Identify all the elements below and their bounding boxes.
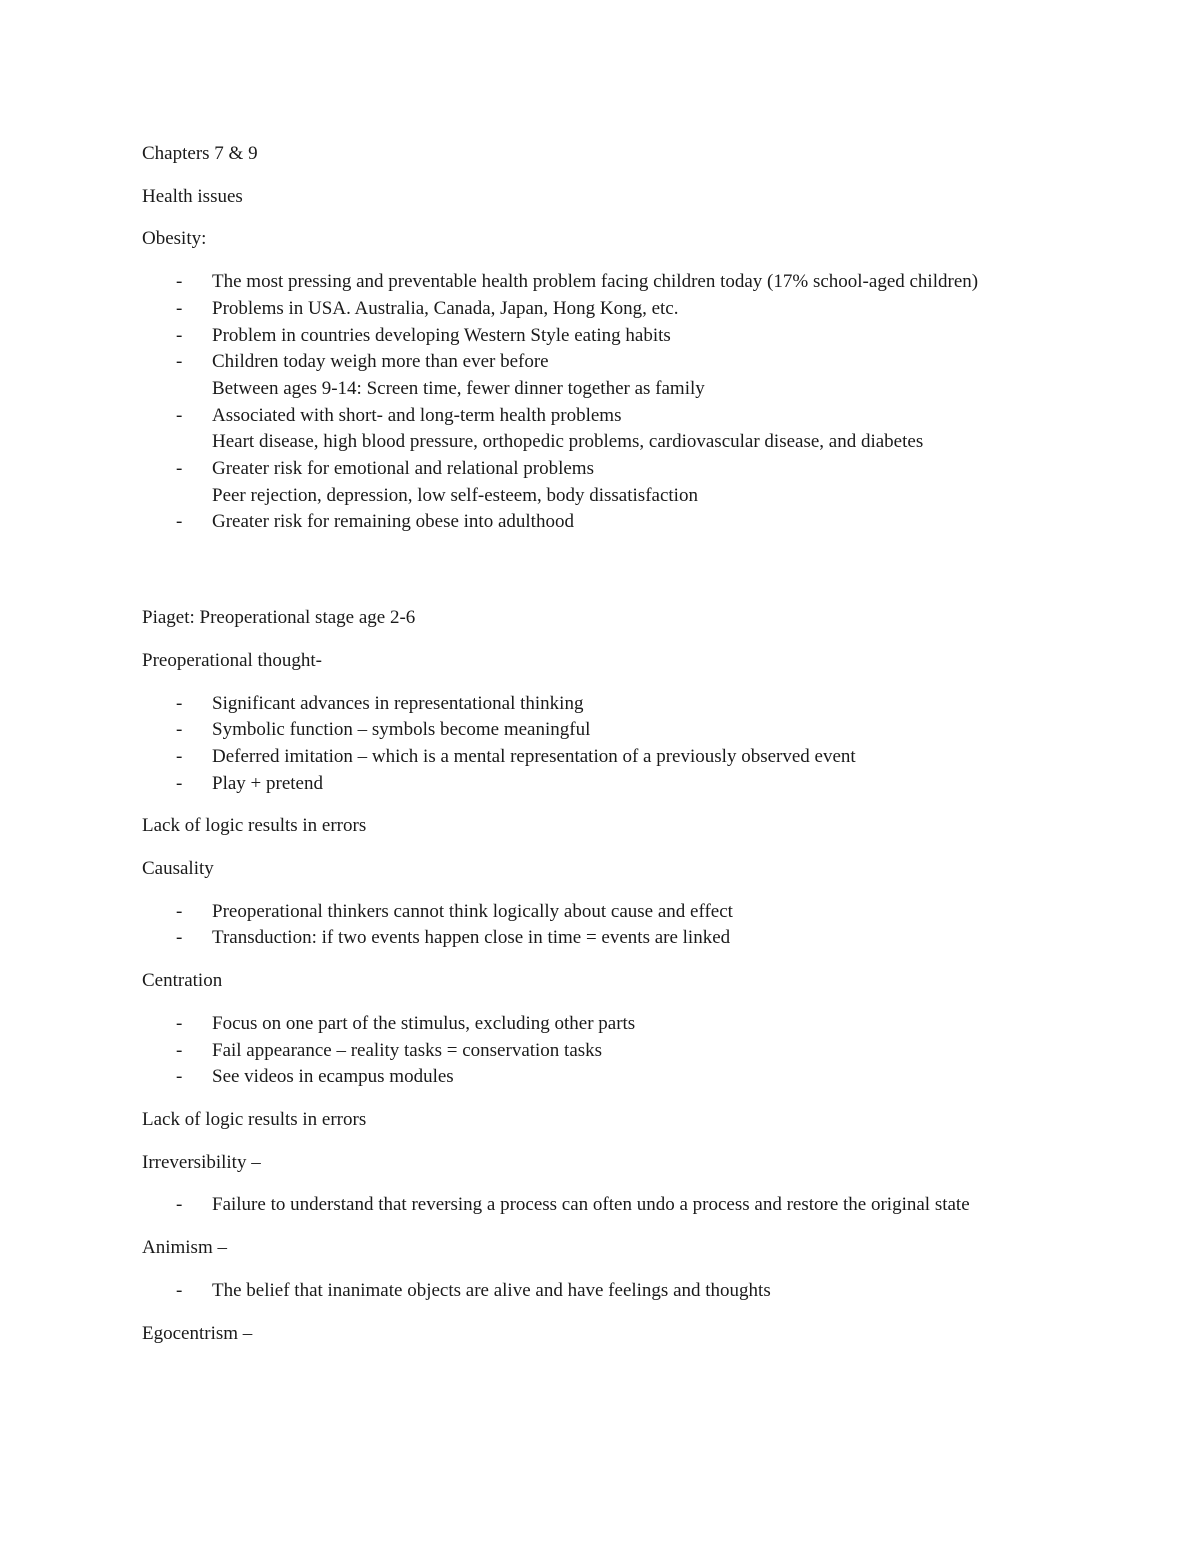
list-item: [142, 296, 1042, 323]
lack-of-logic-text: Lack of logic results in errors: [142, 815, 367, 837]
list-item: [142, 717, 1042, 744]
heading-piaget: Piaget: Preoperational stage age 2-6: [142, 607, 416, 629]
list-item-text: Failure to understand that reversing a process can often undo a process and restore the original state: [212, 1194, 970, 1216]
dash-bullet: -: [176, 1066, 183, 1088]
causality-list: [142, 899, 1042, 952]
list-item-text: Symbolic function – symbols become meaningful: [212, 719, 591, 741]
heading-obesity: Obesity:: [142, 228, 207, 250]
list-item-text: Fail appearance – reality tasks = conservation tasks: [212, 1039, 603, 1061]
list-item-continuation: [142, 376, 1042, 403]
list-item: [142, 1038, 1042, 1065]
dash-bullet: -: [176, 324, 183, 346]
list-item: [142, 509, 1042, 536]
dash-bullet: -: [176, 1279, 183, 1301]
dash-bullet: -: [176, 745, 183, 767]
dash-bullet: -: [176, 271, 183, 293]
list-item: [142, 1192, 1042, 1219]
list-item: [142, 691, 1042, 718]
list-item: [142, 456, 1042, 483]
list-item: [142, 925, 1042, 952]
dash-bullet: -: [176, 1012, 183, 1034]
dash-bullet: -: [176, 900, 183, 922]
list-item: [142, 403, 1042, 430]
list-item-text: Preoperational thinkers cannot think logically about cause and effect: [212, 900, 733, 922]
list-item-text: Heart disease, high blood pressure, orthopedic problems, cardiovascular disease, and diabetes: [212, 431, 924, 453]
list-item: [142, 744, 1042, 771]
irreversibility-list: [142, 1192, 1042, 1219]
list-item-text: Between ages 9-14: Screen time, fewer dinner together as family: [212, 377, 705, 399]
list-item-text: Transduction: if two events happen close in time = events are linked: [212, 927, 731, 949]
heading-centration: Centration: [142, 970, 223, 992]
list-item: [142, 899, 1042, 926]
list-item: [142, 269, 1042, 296]
dash-bullet: -: [176, 511, 183, 533]
document-body: [142, 141, 1042, 1363]
list-item: [142, 349, 1042, 376]
dash-bullet: -: [176, 772, 183, 794]
list-item-text: Problems in USA. Australia, Canada, Japan, Hong Kong, etc.: [212, 297, 679, 319]
list-item-text: See videos in ecampus modules: [212, 1066, 454, 1088]
list-item: [142, 771, 1042, 798]
dash-bullet: -: [176, 351, 183, 373]
heading-irreversibility: Irreversibility –: [142, 1151, 261, 1173]
lack-of-logic-text: Lack of logic results in errors: [142, 1108, 367, 1130]
list-item-continuation: [142, 483, 1042, 510]
dash-bullet: -: [176, 927, 183, 949]
dash-bullet: -: [176, 458, 183, 480]
section-heading-health-issues: Health issues: [142, 185, 243, 207]
heading-animism: Animism –: [142, 1237, 227, 1259]
list-item-text: The most pressing and preventable health problem facing children today (17% school-aged children): [212, 271, 979, 293]
dash-bullet: -: [176, 404, 183, 426]
list-item-text: Deferred imitation – which is a mental representation of a previously observed event: [212, 745, 856, 767]
list-item: [142, 323, 1042, 350]
document-title: Chapters 7 & 9: [142, 143, 258, 164]
dash-bullet: -: [176, 1039, 183, 1061]
list-item: [142, 1011, 1042, 1038]
list-item-text: Children today weigh more than ever before: [212, 351, 549, 373]
obesity-list: [142, 269, 1042, 536]
section-spacer: [142, 552, 1042, 605]
preoperational-list: [142, 691, 1042, 798]
list-item-text: Significant advances in representational thinking: [212, 692, 584, 714]
list-item-text: Play + pretend: [212, 772, 323, 794]
dash-bullet: -: [176, 719, 183, 741]
animism-list: [142, 1278, 1042, 1305]
list-item: [142, 1064, 1042, 1091]
list-item-text: Problem in countries developing Western Style eating habits: [212, 324, 671, 346]
dash-bullet: -: [176, 297, 183, 319]
list-item-text: Peer rejection, depression, low self-esteem, body dissatisfaction: [212, 484, 698, 506]
list-item: [142, 1278, 1042, 1305]
heading-egocentrism: Egocentrism –: [142, 1322, 253, 1344]
list-item-text: Focus on one part of the stimulus, excluding other parts: [212, 1012, 636, 1034]
list-item-continuation: [142, 429, 1042, 456]
list-item-text: Greater risk for remaining obese into adulthood: [212, 511, 574, 533]
list-item-text: Greater risk for emotional and relational problems: [212, 458, 594, 480]
dash-bullet: -: [176, 1194, 183, 1216]
centration-list: [142, 1011, 1042, 1091]
dash-bullet: -: [176, 692, 183, 714]
heading-causality: Causality: [142, 858, 214, 880]
list-item-text: The belief that inanimate objects are alive and have feelings and thoughts: [212, 1279, 771, 1301]
heading-preoperational-thought: Preoperational thought-: [142, 649, 322, 671]
list-item-text: Associated with short- and long-term health problems: [212, 404, 622, 426]
